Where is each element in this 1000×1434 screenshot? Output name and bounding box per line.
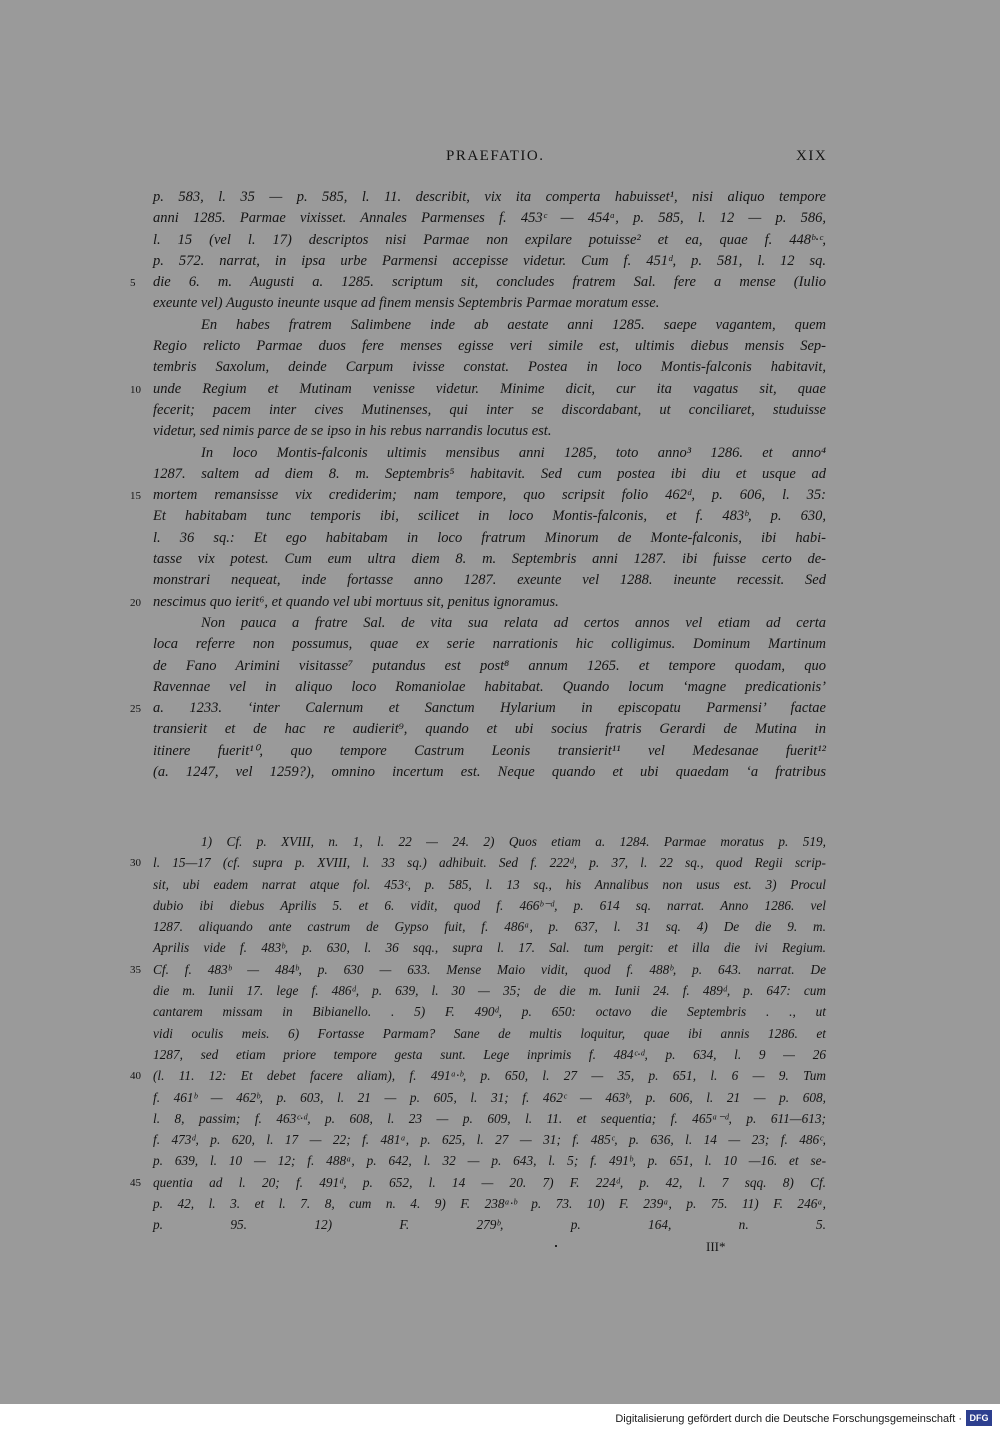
line-text: l. 15 (vel l. 17) descriptos nisi Parmae non expilare potuisse² et ea, quae f. 448ᵇ·ᶜ,	[153, 231, 826, 248]
footnote-line	[130, 852, 826, 873]
line-text: p. 42, l. 3. et l. 7. 8, cum n. 4. 9) F. 238ᵃ·ᵇ p. 73. 10) F. 239ᵃ, p. 75. 11) F. 246ᵃ,	[153, 1196, 826, 1212]
line-text: 1) Cf. p. XVIII, n. 1, l. 22 — 24. 2) Quos etiam a. 1284. Parmae moratus p. 519,	[201, 834, 826, 849]
line-number: 15	[130, 490, 141, 503]
text-line	[153, 293, 826, 314]
text-line	[130, 272, 826, 293]
line-text: transierit et de hac re audierit⁹, quando et ubi socius fratris Gerardi de Mutina in	[153, 721, 826, 738]
text-line	[153, 549, 826, 570]
line-text: f. 473ᵈ, p. 620, l. 17 — 22; f. 481ᵃ, p. 625, l. 27 — 31; f. 485ᶜ, p. 636, l. 14 — 23; f. 486ᶜ,	[153, 1132, 826, 1148]
text-line	[153, 336, 826, 357]
footnotes	[130, 831, 826, 1236]
line-text: En habes fratrem Salimbene inde ab aestate anni 1285. saepe vagantem, quem	[201, 316, 826, 333]
line-text: f. 461ᵇ — 462ᵇ, p. 603, l. 21 — p. 605, l. 31; f. 462ᶜ — 463ᵇ, p. 606, l. 21 — p. 608,	[153, 1089, 826, 1105]
text-line	[153, 208, 826, 229]
text-line	[153, 528, 826, 549]
line-text: quentia ad l. 20; f. 491ᵈ, p. 652, l. 14 — 20. 7) F. 224ᵈ, p. 42, l. 7 sqq. 8) Cf.	[153, 1174, 826, 1190]
line-text: exeunte vel) Augusto ineunte usque ad finem mensis Septembris Parmae moratum esse.	[153, 295, 660, 312]
footnote-line	[153, 1129, 826, 1150]
footnote-line	[153, 1214, 826, 1235]
footnote-line	[130, 1065, 826, 1086]
line-number: 35	[130, 963, 141, 976]
footnote-line	[153, 1044, 826, 1065]
line-text: In loco Montis-falconis ultimis mensibus anni 1285, toto anno³ 1286. et anno⁴	[201, 444, 826, 461]
text-line	[130, 379, 826, 400]
footnote-line	[153, 916, 826, 937]
footnote-line	[153, 874, 826, 895]
line-text: 1287. saltem ad diem 8. m. Septembris⁵ habitavit. Sed cum postea ibi diu et usque ad	[153, 465, 826, 482]
line-text: die m. Iunii 17. lege f. 486ᵈ, p. 639, l. 30 — 35; de die m. Iunii 24. f. 489ᵈ, p. 647: cum	[153, 983, 826, 999]
text-line	[153, 741, 826, 762]
line-text: a. 1233. ‘inter Calernum et Sanctum Hylarium in episcopatu Parmensi’ factae	[153, 700, 826, 717]
signature-mark: III*	[706, 1239, 726, 1254]
line-number: 40	[130, 1070, 141, 1083]
line-text: l. 36 sq.: Et ego habitabam in loco fratrum Minorum de Monte-falconis, ibi habi-	[153, 529, 826, 546]
text-line	[153, 421, 826, 442]
credit-bar	[0, 1404, 1000, 1434]
line-text: Ravennae vel in aliquo loco Romaniolae habitabat. Quando locum ‘magne predicationis’	[153, 678, 826, 695]
text-line	[153, 357, 826, 378]
footnote-line	[153, 831, 826, 852]
line-text: (a. 1247, vel 1259?), omnino incertum est. Neque quando et ubi quaedam ‘a fratribus	[153, 764, 826, 781]
line-text: p. 583, l. 35 — p. 585, l. 11. describit, vix ita comperta habuisset¹, nisi aliquo tempore	[153, 189, 826, 205]
footnote-line	[153, 1001, 826, 1022]
text-line	[153, 187, 826, 208]
line-text: p. 639, l. 10 — 12; f. 488ᵃ, p. 642, l. 32 — p. 643, l. 5; f. 491ᵇ, p. 651, l. 10 —16. et se-	[153, 1153, 826, 1169]
text-line	[153, 656, 826, 677]
line-text: p. 572. narrat, in ipsa urbe Parmensi accepisse videtur. Cum f. 451ᵈ, p. 581, l. 12 sq.	[153, 252, 826, 269]
line-text: (l. 11. 12: Et debet facere aliam), f. 491ᵃ·ᵇ, p. 650, l. 27 — 35, p. 651, l. 6 — 9. Tum	[153, 1068, 826, 1084]
line-text: fecerit; pacem inter cives Mutinenses, qui inter se discordabant, ut conciliaret, studuisse	[153, 401, 826, 418]
line-text: itinere fuerit¹⁰, quo tempore Castrum Leonis transierit¹¹ vel Medesanae fuerit¹²	[153, 742, 826, 759]
line-text: die 6. m. Augusti a. 1285. scriptum sit, concludes fratrem Sal. fere a mense (Iulio	[153, 274, 826, 291]
line-text: cantarem missam in Bibianello. . 5) F. 490ᵈ, p. 650: octavo die Septembris . ., ut	[153, 1004, 826, 1020]
line-text: Aprilis vide f. 483ᵇ, p. 630, l. 36 sqq., supra l. 17. Sal. tum pergit: et illa die ivi Regium.	[153, 940, 826, 956]
line-text: Cf. f. 483ᵇ — 484ᵇ, p. 630 — 633. Mense Maio vidit, quod f. 488ᵇ, p. 643. narrat. De	[153, 961, 826, 977]
text-line	[153, 506, 826, 527]
footnote-line	[153, 1108, 826, 1129]
footnote-line	[130, 1172, 826, 1193]
text-line	[153, 762, 826, 783]
line-text: 1287, sed etiam priore tempore gesta sunt. Lege inprimis f. 484ᶜ·ᵈ, p. 634, l. 9 — 26	[153, 1046, 826, 1062]
footnote-line	[130, 959, 826, 980]
line-text: unde Regium et Mutinam venisse videtur. Minime dicit, cur ita vagatus sit, quae	[153, 380, 826, 397]
footnote-line	[153, 980, 826, 1001]
text-line	[130, 592, 826, 613]
line-text: 1287. aliquando ante castrum de Gypso fuit, f. 486ᵃ, p. 637, l. 31 sq. 4) De die 9. m.	[153, 919, 826, 935]
footnote-line	[153, 1150, 826, 1171]
line-number: 5	[130, 277, 136, 290]
ink-speck	[555, 1245, 557, 1247]
line-text: vidi oculis meis. 6) Fortasse Parmam? Sane de multis loquitur, quae ibi annis 1286. et	[153, 1025, 826, 1041]
dfg-logo: DFG	[966, 1410, 992, 1426]
line-text: anni 1285. Parmae vixisset. Annales Parmenses f. 453ᶜ — 454ᵃ, p. 585, l. 12 — p. 586,	[153, 210, 826, 227]
line-text: monstrari nequeat, inde fortasse anno 1287. exeunte vel 1288. ineunte recessit. Sed	[153, 572, 826, 589]
text-line	[153, 230, 826, 251]
text-line	[153, 464, 826, 485]
main-text	[130, 187, 826, 783]
line-text: tembris Saxolum, deinde Carpum ivisse constat. Postea in loco Montis-falconis habitavit,	[153, 359, 826, 376]
line-number: 20	[130, 596, 141, 609]
text-line	[153, 443, 826, 464]
footnote-line	[153, 895, 826, 916]
line-text: nescimus quo ierit⁶, et quando vel ubi mortuus sit, penitus ignoramus.	[153, 593, 559, 610]
line-number: 10	[130, 383, 141, 396]
text-line	[130, 485, 826, 506]
footnote-line	[153, 1087, 826, 1108]
line-text: l. 8, passim; f. 463ᶜ·ᵈ, p. 608, l. 23 — p. 609, l. 11. et sequentia; f. 465ᵃ⁻ᵈ, p. 611—613;	[153, 1110, 826, 1126]
line-text: de Fano Arimini visitasse⁷ putandus est post⁸ annum 1265. et tempore quodam, quo	[153, 657, 826, 674]
line-text: loca referre non possumus, quae ex serie narrationis hic colligimus. Dominum Martinum	[153, 636, 826, 653]
line-text: tasse vix potest. Cum eum ultra diem 8. m. Septembris anni 1287. ibi fuisse certo de-	[153, 551, 826, 568]
line-text: p. 95. 12) F. 279ᵇ, p. 164, n. 5.	[153, 1217, 826, 1233]
footnote-line	[153, 1023, 826, 1044]
line-text: Non pauca a fratre Sal. de vita sua relata ad certos annos vel etiam ad certa	[201, 614, 826, 631]
line-text: l. 15—17 (cf. supra p. XVIII, l. 33 sq.) adhibuit. Sed f. 222ᵈ, p. 37, l. 22 sq., quod Regii scrip-	[153, 855, 826, 871]
line-text: dubio ibi diebus Aprilis 5. et 6. vidit, quod f. 466ᵇ⁻ᵈ, p. 614 sq. narrat. Anno 1286. vel	[153, 897, 826, 913]
text-line	[153, 251, 826, 272]
line-number: 45	[130, 1176, 141, 1189]
line-number: 25	[130, 703, 141, 716]
text-line	[153, 719, 826, 740]
line-text: sit, ubi eadem narrat atque fol. 453ᶜ, p. 585, l. 13 sq., his Annalibus non usus est. 3) Procul	[153, 876, 826, 892]
page-number: XIX	[796, 148, 828, 164]
text-line	[153, 315, 826, 336]
text-line	[153, 400, 826, 421]
text-line	[130, 698, 826, 719]
text-line	[153, 613, 826, 634]
footnote-line	[153, 937, 826, 958]
text-line	[153, 634, 826, 655]
funding-credit: Digitalisierung gefördert durch die Deutsche Forschungsgemeinschaft ·	[615, 1413, 962, 1425]
line-text: mortem remansisse vix crediderim; nam tempore, quo scripsit folio 462ᵈ, p. 606, l. 35:	[153, 487, 826, 504]
text-line	[153, 570, 826, 591]
page-title: PRAEFATIO.	[446, 148, 545, 164]
line-text: videtur, sed nimis parce de se ipso in his rebus narrandis locutus est.	[153, 423, 552, 440]
line-number: 30	[130, 857, 141, 870]
footnote-line	[153, 1193, 826, 1214]
line-text: Regio relicto Parmae duos fere menses egisse veri simile est, ultimis diebus mensis Sep-	[153, 338, 826, 355]
line-text: Et habitabam tunc temporis ibi, scilicet in loco Montis-falconis, et f. 483ᵇ, p. 630,	[153, 508, 826, 525]
text-line	[153, 677, 826, 698]
